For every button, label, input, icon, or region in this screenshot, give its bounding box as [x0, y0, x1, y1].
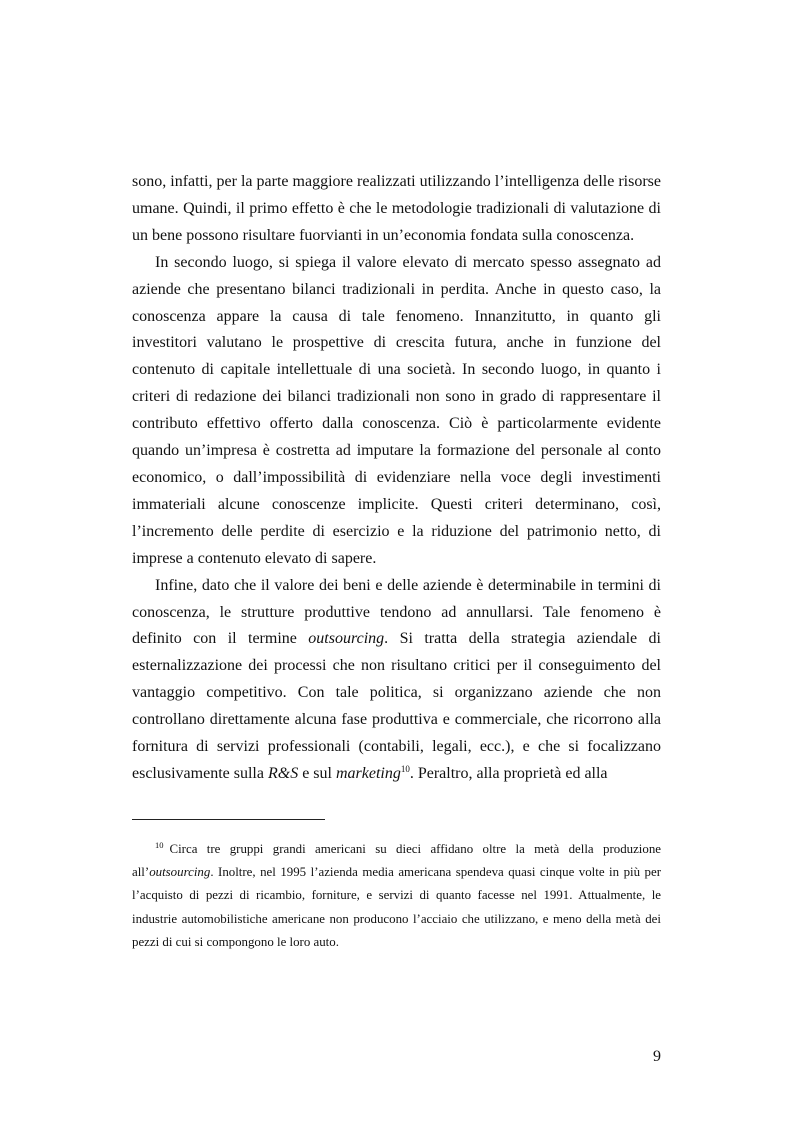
footnote-text: . Inoltre, nel 1995 l’azienda media americana spendeva quasi cinque volte in più per l’acquisto di pezzi di ricambio, forniture, e servizi di quanto facesse nel 1991. Attualmente, le industrie automobilistiche americane non producono l’acciaio che utilizzano, e meno della metà dei pezzi di cui si compongono le loro auto. [132, 865, 661, 949]
footnote-text: Circa tre gruppi grandi americani su dieci affidano oltre la metà della produzione all’ [132, 842, 661, 880]
footnote-term-outsourcing: outsourcing [149, 865, 211, 880]
paragraph-1: sono, infatti, per la parte maggiore realizzati utilizzando l’intelligenza delle risorse umane. Quindi, il primo effetto è che le metodologie tradizionali di valutazione di un bene possono risultare fuorvianti in un’economia fondata sulla conoscenza. [132, 173, 661, 244]
paragraph-3-text: e sul [298, 764, 336, 782]
footnote-number: 10 [155, 840, 164, 850]
footnote-divider [132, 819, 325, 820]
paragraph-3-text: . Si tratta della strategia aziendale di esternalizzazione dei processi che non risultano critici per il conseguimento del vantaggio competitivo. Con tale politica, si organizzano aziende che non controllano direttamente alcuna fase produttiva e commerciale, che ricorrono alla fornitura di servizi professionali (contabili, legali, ecc.), e che si focalizzano esclusivamente sulla [132, 630, 662, 782]
paragraph-2: In secondo luogo, si spiega il valore elevato di mercato spesso assegnato ad aziende che presentano bilanci tradizionali in perdita. Anche in questo caso, la conoscenza appare la causa di tale fenomeno. Innanzitutto, in quanto gli investitori valutano le prospettive di crescita futura, anche in funzione del contenuto di capitale intellettuale di una società. In secondo luogo, in quanto i criteri di redazione dei bilanci tradizionali non sono in grado di rappresentare il contributo effettivo offerto dalla conoscenza. Ciò è particolarmente evidente quando un’impresa è costretta ad imputare la formazione del personale al conto economico, o dall’impossibilità di evidenziare nella voce degli investimenti immateriali alcune conoscenze implicite. Questi criteri determinano, così, l’incremento delle perdite di esercizio e la riduzione del patrimonio netto, di imprese a contenuto elevato di sapere. [132, 253, 661, 567]
paragraph-3-text: Infine, dato che il valore dei beni e delle aziende è determinabile in termini di conoscenza, le strutture produttive tendono ad annullarsi. Tale fenomeno è definito con il termine [132, 576, 661, 648]
body-text [132, 169, 661, 788]
footnote-10 [132, 834, 661, 954]
term-marketing: marketing [335, 764, 401, 782]
footnotes [132, 834, 661, 954]
paragraph-3-text: . Peraltro, alla proprietà ed alla [409, 764, 608, 782]
footnote-reference[interactable]: 10 [400, 763, 410, 774]
term-rs: R&S [267, 764, 299, 782]
term-outsourcing: outsourcing [308, 630, 385, 648]
page-number: 9 [653, 1048, 661, 1065]
paragraph-3 [132, 573, 661, 788]
